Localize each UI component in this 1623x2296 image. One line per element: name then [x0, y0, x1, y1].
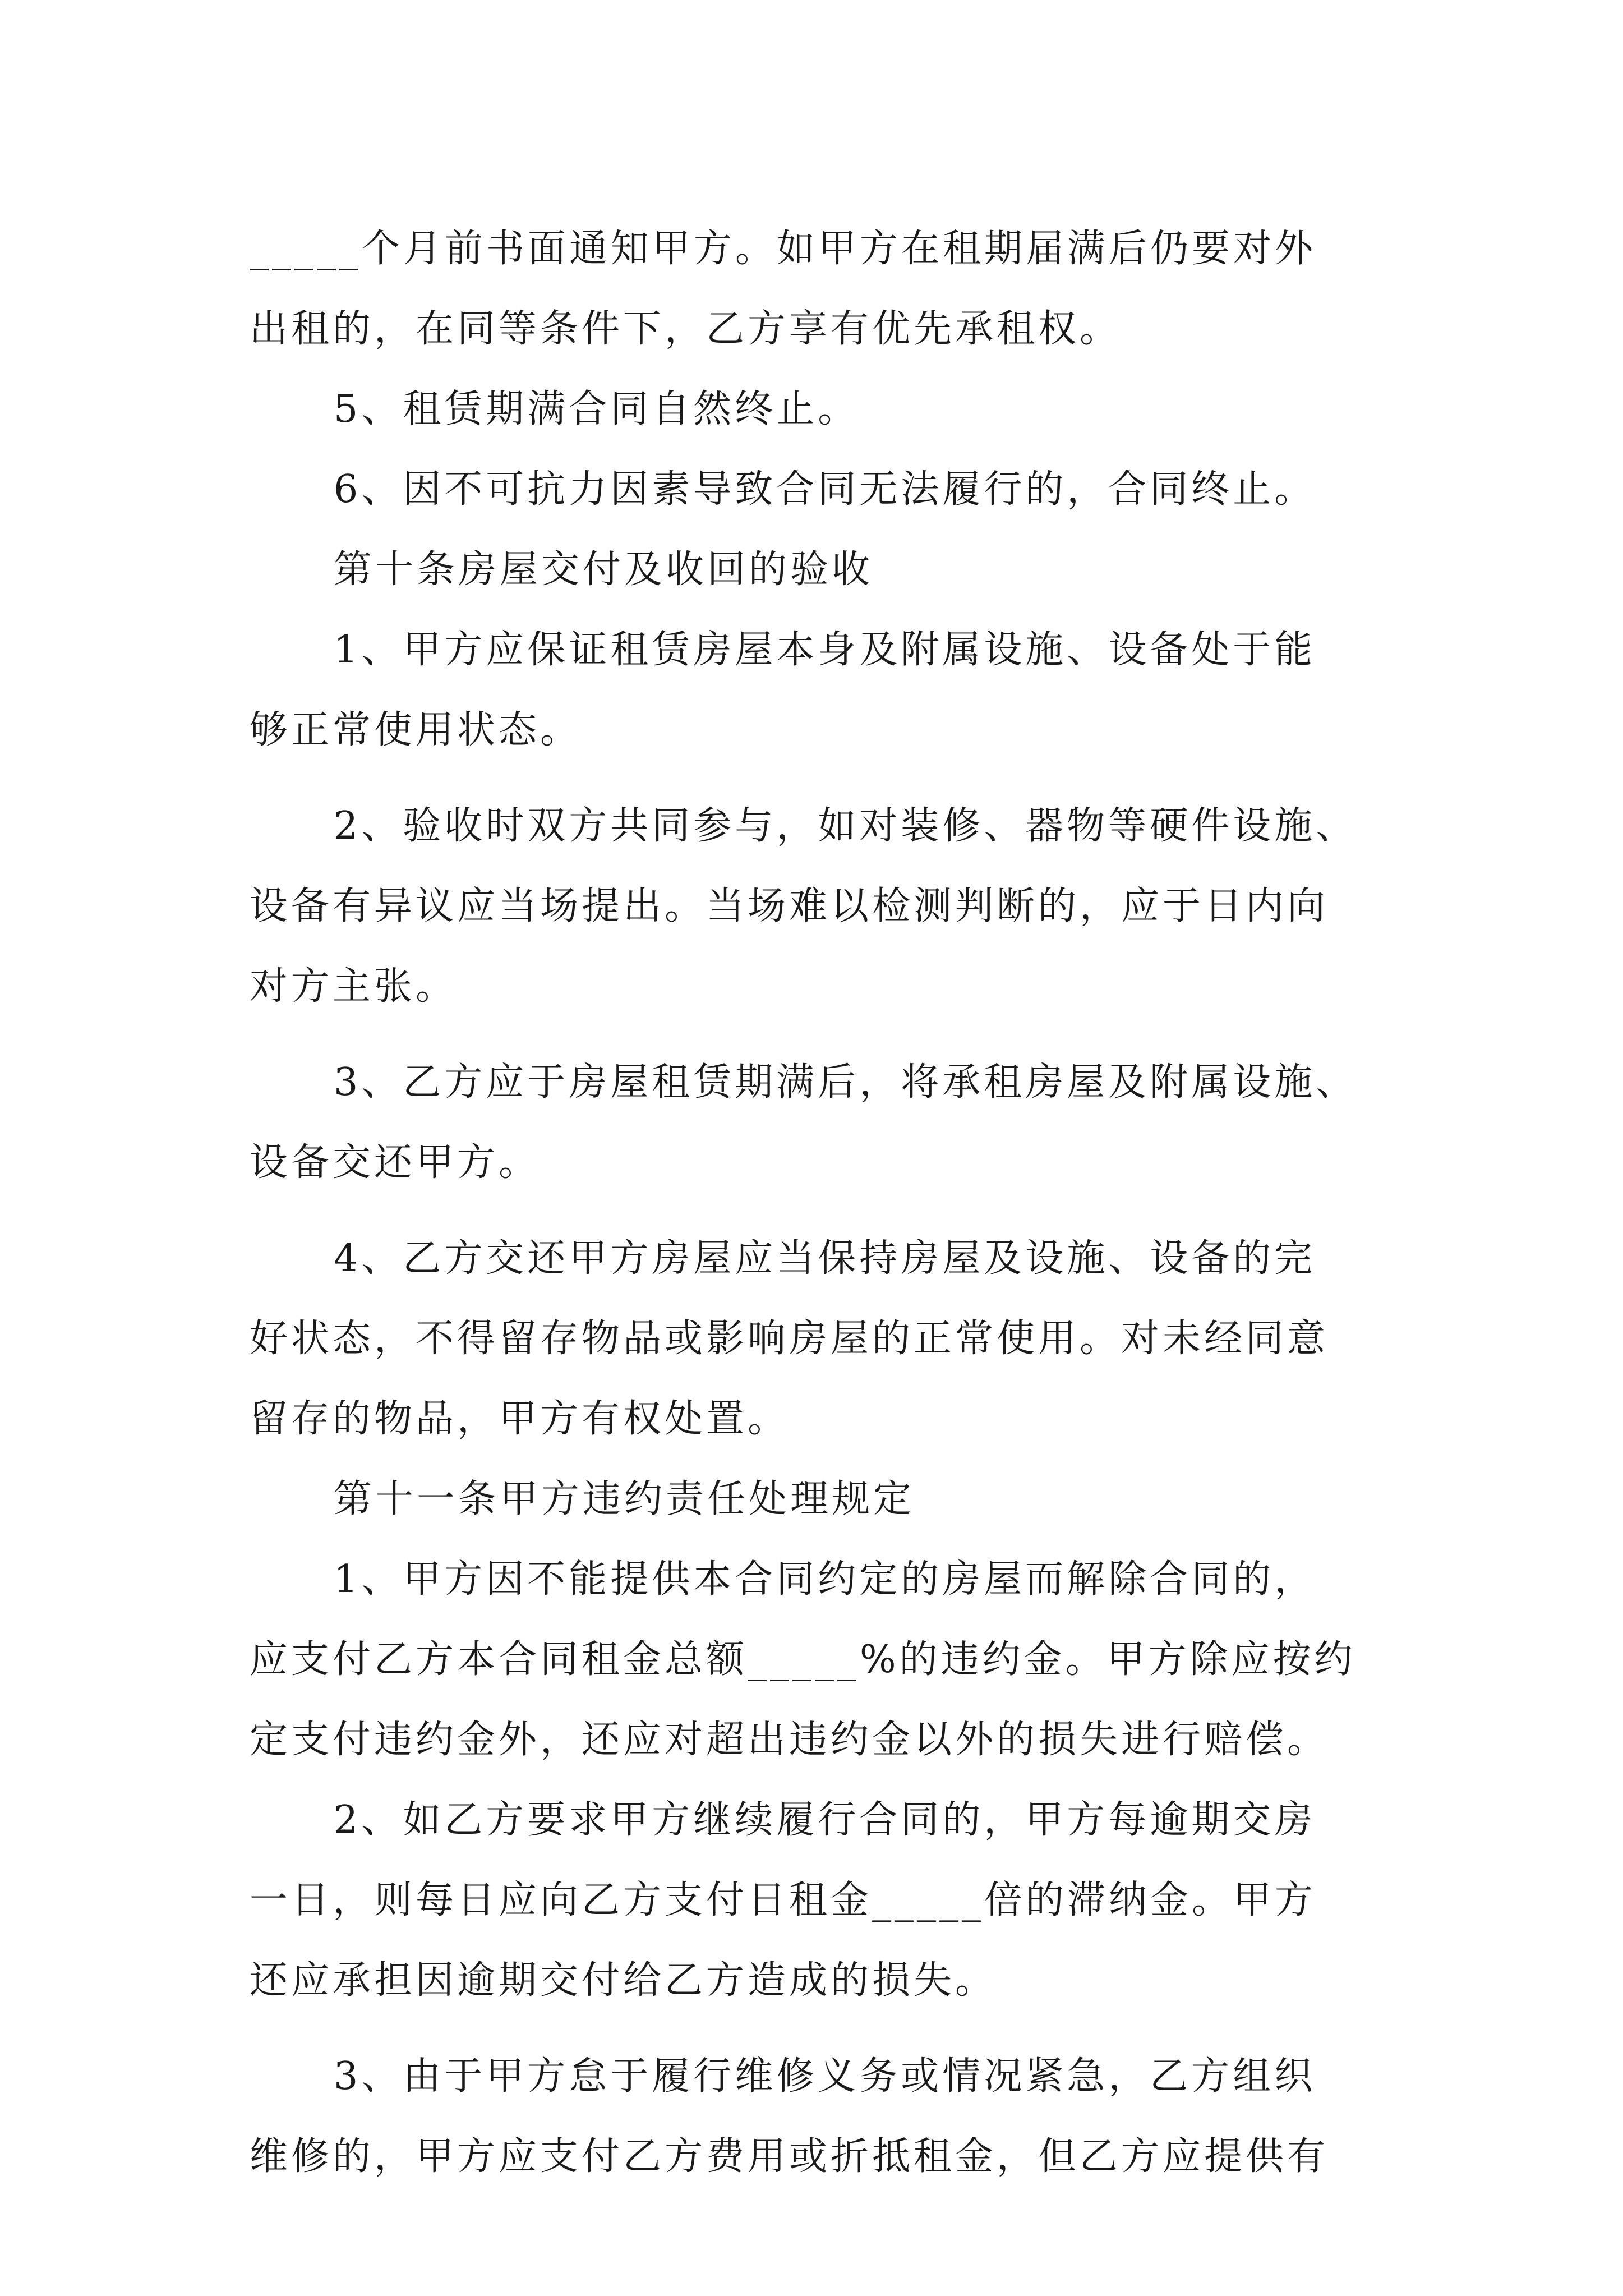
text-line: 应支付乙方本合同租金总额_____%的违约金。甲方除应按约 [250, 1637, 1356, 1682]
section-heading: 第十一条甲方违约责任处理规定 [334, 1477, 915, 1521]
text-line: 还应承担因逾期交付给乙方造成的损失。 [250, 1958, 997, 2003]
text-line: _____个月前书面通知甲方。如甲方在租期届满后仍要对外 [250, 227, 1317, 271]
paragraph-art11-item-1 [250, 1539, 1394, 1780]
text-line: 1、甲方因不能提供本合同约定的房屋而解除合同的， [334, 1557, 1316, 1602]
text-line: 一日，则每日应向乙方支付日租金_____倍的滞纳金。甲方 [250, 1878, 1317, 1922]
paragraph-item-5 [250, 369, 1394, 449]
text-line: 5、租赁期满合同自然终止。 [334, 387, 860, 431]
text-line: 设备有异议应当场提出。当场难以检测判断的，应于日内向 [250, 884, 1329, 928]
text-line: 出租的，在同等条件下，乙方享有优先承租权。 [250, 307, 1122, 351]
paragraph-art11-item-3 [250, 2036, 1394, 2197]
text-line: 3、由于甲方怠于履行维修义务或情况紧急，乙方组织 [334, 2054, 1316, 2099]
paragraph-art11-item-2 [250, 1780, 1394, 2021]
text-line: 好状态，不得留存物品或影响房屋的正常使用。对未经同意 [250, 1317, 1329, 1361]
paragraph-art10-item-2 [250, 786, 1394, 1027]
text-line: 设备交还甲方。 [250, 1140, 541, 1185]
text-line: 1、甲方应保证租赁房屋本身及附属设施、设备处于能 [334, 628, 1316, 672]
text-line: 3、乙方应于房屋租赁期满后，将承租房屋及附属设施、 [334, 1060, 1358, 1105]
paragraph-art10-item-3 [250, 1042, 1394, 1203]
text-line: 2、如乙方要求甲方继续履行合同的，甲方每逾期交房 [334, 1798, 1316, 1842]
paragraph-renewal-notice [250, 209, 1394, 369]
paragraph-art10-item-1 [250, 610, 1394, 770]
article-11-heading [250, 1459, 1394, 1539]
text-line: 2、验收时双方共同参与，如对装修、器物等硬件设施、 [334, 804, 1358, 848]
document-body [250, 209, 1394, 2197]
text-line: 6、因不可抗力因素导致合同无法履行的，合同终止。 [334, 467, 1316, 512]
text-line: 够正常使用状态。 [250, 708, 582, 752]
text-line: 对方主张。 [250, 964, 458, 1009]
text-line: 4、乙方交还甲方房屋应当保持房屋及设施、设备的完 [334, 1236, 1316, 1281]
text-line: 留存的物品，甲方有权处置。 [250, 1397, 790, 1441]
article-10-heading [250, 530, 1394, 610]
paragraph-art10-item-4 [250, 1218, 1394, 1459]
text-line: 维修的，甲方应支付乙方费用或折抵租金，但乙方应提供有 [250, 2134, 1329, 2179]
text-line: 定支付违约金外，还应对超出违约金以外的损失进行赔偿。 [250, 1718, 1329, 1762]
paragraph-item-6 [250, 449, 1394, 530]
section-heading: 第十条房屋交付及收回的验收 [334, 547, 874, 592]
